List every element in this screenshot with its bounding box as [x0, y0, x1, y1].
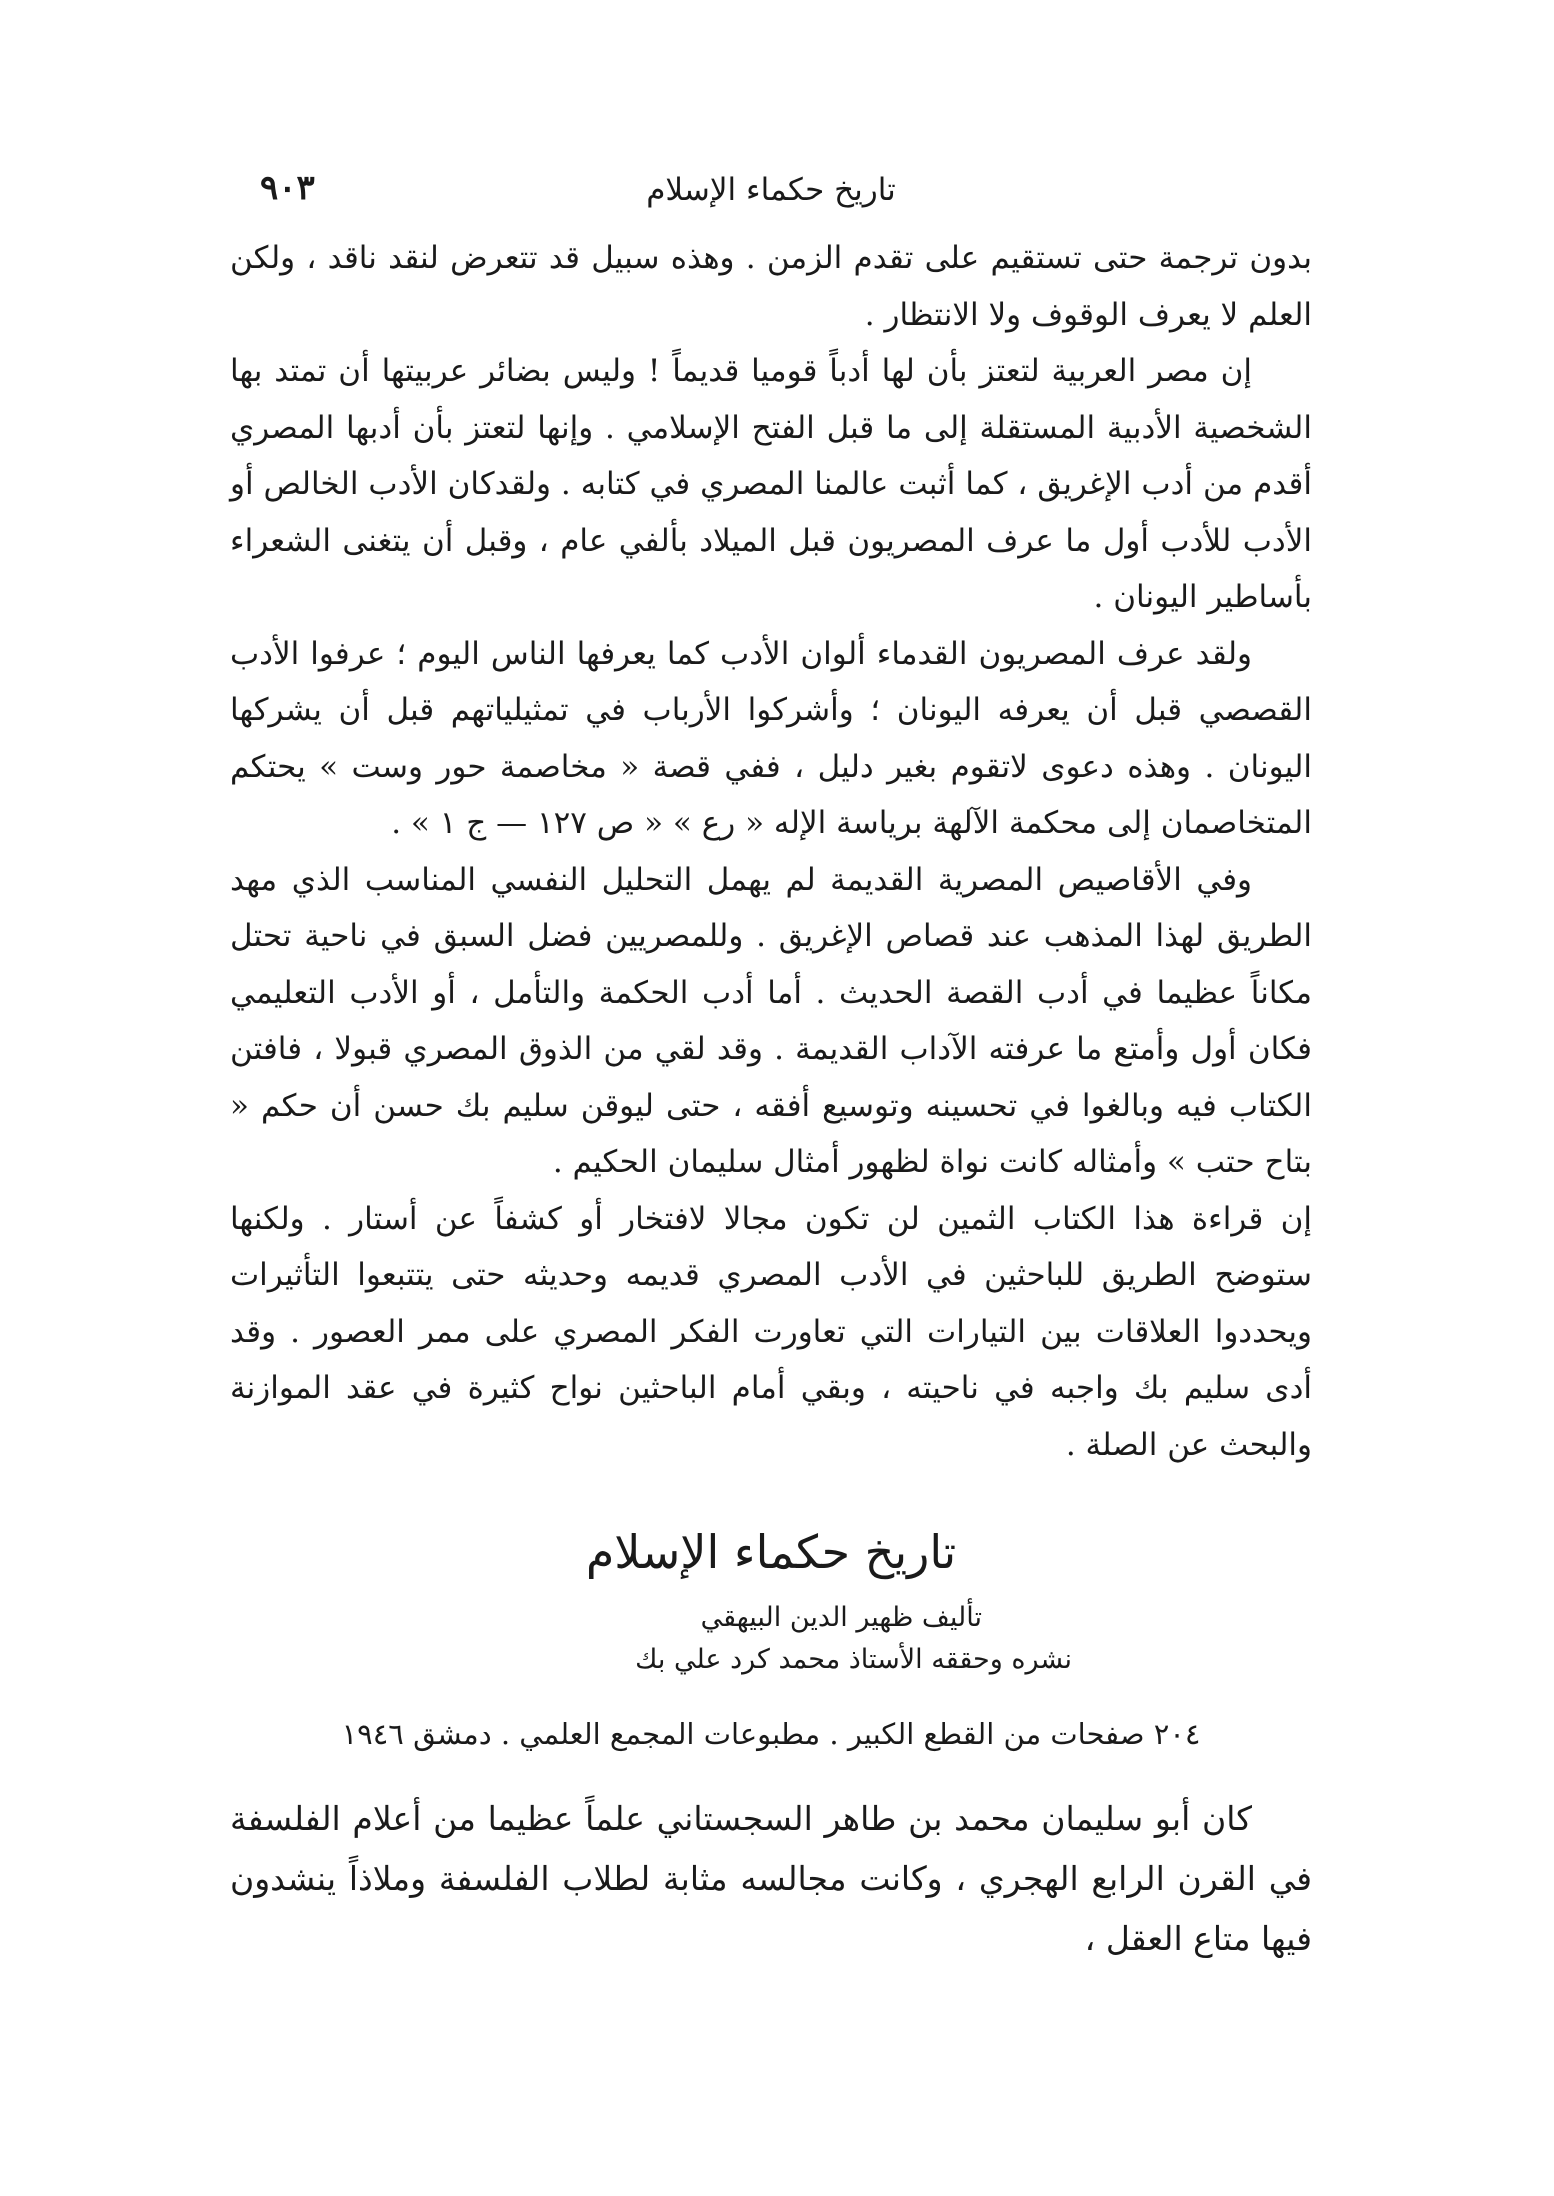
paragraph-3: ولقد عرف المصريون القدماء ألوان الأدب كما يعرفها الناس اليوم ؛ عرفوا الأدب القصصي قبل أن يعرفه اليونان ؛ وأشركوا الأرباب في تمثيلياتهم قبل أن يشركها اليونان . وهذه دعوى لاتقوم بغير دليل ، ففي قصة « مخاصمة حور وست » يحتكم المتخاصمان إلى محكمة الآلهة برياسة الإله « رع » « ص ١٢٧ — ج ١ » .	[230, 635, 1312, 841]
paragraph-2: إن مصر العربية لتعتز بأن لها أدباً قوميا قديماً ! وليس بضائر عربيتها أن تمتد بها الشخصية الأدبية المستقلة إلى ما قبل الفتح الإسلامي . وإنها لتعتز بأن أدبها المصري أقدم من أدب الإغريق ، كما أثبت عالمنا المصري في كتابه . ولقدكان الأدب الخالص أو الأدب للأدب أول ما عرف المصريون قبل الميلاد بألفي عام ، وقبل أن يتغنى الشعراء بأساطير اليونان .	[230, 353, 1312, 615]
page-number: ٩٠٣	[260, 168, 315, 208]
review-author: تأليف ظهير الدين البيهقي	[700, 1602, 982, 1633]
review-title: تاريخ حكماء الإسلام	[585, 1525, 957, 1579]
review-body	[230, 1789, 1312, 1969]
publication-info: ٢٠٤ صفحات من القطع الكبير . مطبوعات المجمع العلمي . دمشق ١٩٤٦	[341, 1717, 1201, 1751]
running-title: تاريخ حكماء الإسلام	[646, 172, 896, 208]
paragraph-5: إن قراءة هذا الكتاب الثمين لن تكون مجالا لافتخار أو كشفاً عن أستار . ولكنها ستوضح الطريق للباحثين في الأدب المصري قديمه وحديثه حتى يتتبعوا التأثيرات ويحددوا العلاقات بين التيارات التي تعاورت الفكر المصري على ممر العصور . وقد أدى سليم بك واجبه في ناحيته ، وبقي أمام الباحثين نواح كثيرة في عقد الموازنة والبحث عن الصلة .	[230, 1200, 1312, 1463]
review-editor: نشره وحققه الأستاذ محمد كرد علي بك	[635, 1644, 1072, 1675]
page-header	[230, 160, 1312, 230]
paragraph-1: بدون ترجمة حتى تستقيم على تقدم الزمن . وهذه سبيل قد تتعرض لنقد ناقد ، ولكن العلم لا يعرف الوقوف ولا الانتظار .	[230, 240, 1312, 333]
document-page	[230, 160, 1312, 2140]
review-paragraph: كان أبو سليمان محمد بن طاهر السجستاني علماً عظيما من أعلام الفلسفة في القرن الرابع الهجري ، وكانت مجالسه مثابة لطلاب الفلسفة وملاذاً ينشدون فيها متاع العقل ،	[230, 1799, 1312, 1958]
paragraph-4: وفي الأقاصيص المصرية القديمة لم يهمل التحليل النفسي المناسب الذي مهد الطريق لهذا المذهب عند قصاص الإغريق . وللمصريين فضل السبق في ناحية تحتل مكاناً عظيما في أدب القصة الحديث . أما أدب الحكمة والتأمل ، أو الأدب التعليمي فكان أول وأمتع ما عرفته الآداب القديمة . وقد لقي من الذوق المصري قبولا ، فافتن الكتاب فيه وبالغوا في تحسينه وتوسيع أفقه ، حتى ليوقن سليم بك حسن أن حكم « بتاح حتب » وأمثاله كانت نواة لظهور أمثال سليمان الحكيم .	[230, 861, 1312, 1180]
